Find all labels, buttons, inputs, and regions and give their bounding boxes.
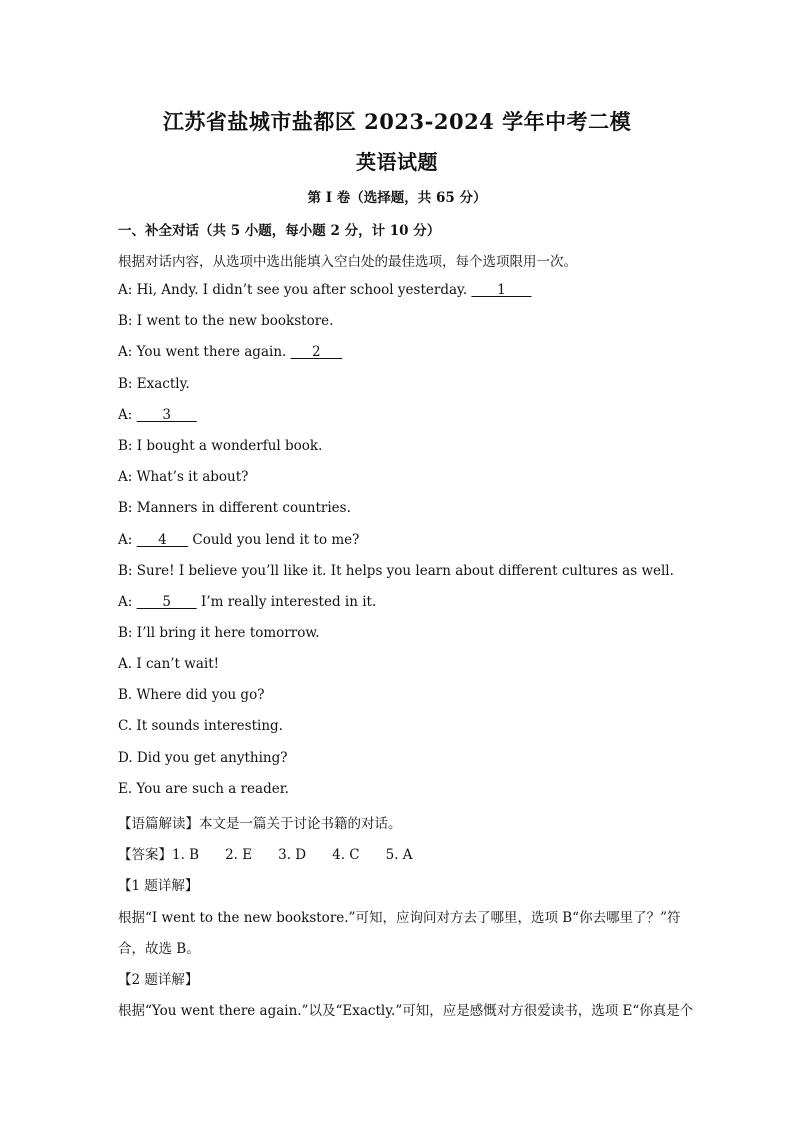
dialogue-line	[118, 500, 351, 516]
speaker-label: A:	[118, 344, 133, 361]
dialogue-text: Sure! I believe you’ll like it. It helps you learn about different cultures as well.	[136, 562, 674, 579]
speaker-label: A:	[118, 406, 133, 423]
speaker-label: B:	[118, 438, 133, 454]
q1-explanation-line-2: 合，故选 B。	[118, 941, 200, 957]
dialogue-text: You went there again.	[136, 344, 291, 361]
exam-subtitle: 英语试题	[356, 150, 438, 174]
dialogue-line	[118, 469, 248, 485]
speaker-label: A:	[118, 469, 133, 486]
answer-line	[118, 843, 413, 863]
dialogue-line	[118, 625, 320, 641]
dialogue-text: Hi, Andy. I didn’t see you after school yesterday.	[136, 282, 472, 298]
option-item: B. Where did you go?	[118, 687, 265, 704]
dialogue-line	[118, 376, 190, 392]
q1-label: 【1 题详解】	[118, 878, 199, 894]
answer-label: 【答案】	[118, 847, 172, 863]
answer-item: 3. D	[278, 847, 307, 863]
dialogue-text: I went to the new bookstore.	[136, 313, 334, 330]
answer-blank: 3	[136, 406, 197, 423]
dialogue-text-after: Could you lend it to me?	[188, 531, 360, 548]
dialogue-line	[118, 282, 532, 298]
section-heading: 一、补全对话（共 5 小题，每小题 2 分，计 10 分）	[118, 223, 441, 239]
answer-item: 4. C	[332, 847, 360, 863]
speaker-label: B:	[118, 625, 133, 642]
passage-analysis: 【语篇解读】本文是一篇关于讨论书籍的对话。	[118, 816, 402, 832]
dialogue-line	[118, 313, 333, 329]
dialogue-text: I bought a wonderful book.	[136, 438, 323, 454]
part-heading: 第 I 卷（选择题，共 65 分）	[307, 190, 487, 206]
dialogue-text: Manners in different countries.	[136, 500, 351, 517]
option-item: A. I can’t wait!	[118, 656, 220, 672]
dialogue-text: I’ll bring it here tomorrow.	[136, 625, 320, 642]
dialogue-line	[118, 563, 674, 579]
dialogue-line	[118, 594, 376, 610]
answer-blank: 1	[471, 282, 532, 298]
exam-title: 江苏省盐城市盐都区 2023-2024 学年中考二模	[162, 109, 632, 134]
dialogue-line	[118, 438, 322, 454]
option-item: E. You are such a reader.	[118, 780, 289, 797]
answer-blank: 5	[136, 594, 197, 610]
speaker-label: A:	[118, 594, 133, 610]
option-item: D. Did you get anything?	[118, 749, 288, 766]
option-item: C. It sounds interesting.	[118, 718, 283, 735]
speaker-label: A:	[118, 531, 133, 548]
q1-explanation-line-1: 根据“I went to the new bookstore.”可知，应询问对方去了哪里，选项 B“你去哪里了？”符	[118, 910, 681, 926]
dialogue-text: Exactly.	[136, 375, 190, 392]
section-instruction: 根据对话内容，从选项中选出能填入空白处的最佳选项，每个选项限用一次。	[118, 254, 577, 270]
speaker-label: B:	[118, 562, 133, 579]
dialogue-text: What’s it about?	[136, 469, 249, 486]
answer-item: 1. B	[172, 847, 200, 863]
dialogue-line	[118, 532, 359, 548]
dialogue-line	[118, 407, 197, 423]
dialogue-text-after: I’m really interested in it.	[196, 594, 377, 610]
q2-label: 【2 题详解】	[118, 972, 199, 988]
answer-list	[172, 847, 413, 863]
speaker-label: B:	[118, 375, 133, 392]
speaker-label: B:	[118, 500, 133, 517]
answer-blank: 4	[136, 531, 189, 548]
speaker-label: A:	[118, 282, 133, 298]
answer-item: 2. E	[225, 847, 253, 863]
answer-item: 5. A	[385, 847, 413, 863]
speaker-label: B:	[118, 313, 133, 330]
answer-blank: 2	[290, 344, 343, 361]
dialogue-line	[118, 344, 342, 360]
q2-explanation-line-1: 根据“You went there again.”以及“Exactly.”可知，应是感慨对方很爱读书，选项 E“你真是个	[118, 1003, 694, 1019]
